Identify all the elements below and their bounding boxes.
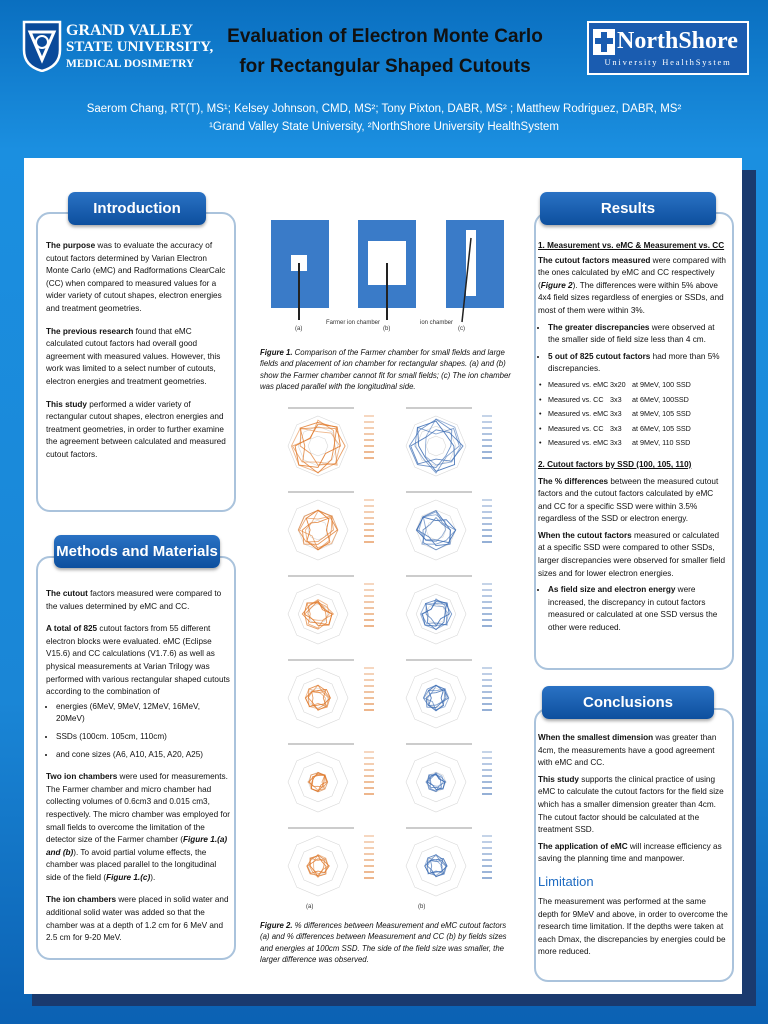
measurement-size: 3x3 [610,423,622,433]
radar-grid-ring [288,836,348,896]
radar-chart [270,738,388,822]
radar-grid-ring [416,846,456,886]
northshore-mark-icon [593,29,615,55]
radar-chart [388,738,506,822]
gvsu-shield-icon [22,20,62,72]
northshore-name: NorthShore [617,28,738,54]
radar-chart [270,402,388,486]
radar-chart [270,486,388,570]
measurement-label: Measured vs. eMC [548,409,609,419]
conclusion-study: This study supports the clinical practice of using eMC to calculate the cutout factors for the field size which has a smaller dimension greater than 4cm. The cutout factor should be calculated at the treatment SSD. [538,774,724,835]
northshore-logo [587,21,749,75]
intro-purpose: The purpose was to evaluate the accuracy of cutout factors determined by Varian Electron Monte Carlo (eMC) and Radformations ClearCalc (CC) when compared to measured values for a wider variety of cutout shapes, electron energies and treatment geometries. [46,241,226,313]
figure1-label-b: (b) [383,326,391,332]
affiliations: ¹Grand Valley State University, ²NorthShore University HealthSystem [209,121,559,133]
radar-grid-ring [288,752,348,812]
gvsu-name-line2: STATE UNIVERSITY, [66,39,214,55]
conclusions-text [538,732,728,876]
gvsu-logo [22,20,214,75]
conclusion-application: The application of eMC will increase efficiency as saving the planning time and manpower. [538,841,722,864]
measurement-energy: at 6MeV, 100SSD [632,394,689,404]
radar-grid-ring [308,604,328,624]
authors: Saerom Chang, RT(T), MS¹; Kelsey Johnson, CMD, MS²; Tony Pixton, DABR, MS² ; Matthew Rodriguez, DABR, MS² [86,103,682,115]
measurement-label: Measured vs. CC [548,423,604,433]
radar-chart [270,822,388,906]
measurement-energy: at 9MeV, 110 SSD [632,438,691,448]
radar-grid-ring [298,762,338,802]
figure1-farmer-label: Farmer ion chamber [326,320,381,326]
figure2-col-label-a: (a) [306,904,314,910]
radar-grid-ring [426,436,446,456]
results-text [538,240,728,635]
methods-total: A total of 825 cutout factors from 55 different electron blocks were evaluated. eMC (Eclipse V15.6) and CC calculations (V1.7.6) as well as physical measurements at Varian Trilogy was performed with various rectangular shaped cutouts according to the combination of [46,624,230,697]
measurement-size: 3x3 [610,409,622,419]
measurement-item [548,378,728,393]
methods-bullet-list [46,701,230,761]
introduction-text [46,240,228,472]
methods-ion-chambers: Two ion chambers were used for measurements. The Farmer chamber and micro chamber had collecting volumes of 0.6cm3 and 0.015 cm3, respectively. The micro chamber was employed for small fields to overcome the limitation of the detector size of the Farmer chamber (Figure 1.(a) and (b)). To avoid partial volume effects, the chamber was placed parallel to the longitudinal side of the field (Figure 1.(c)). [46,772,230,882]
methods-bullet: • SSDs (100cm. 105cm, 110cm) [56,731,230,744]
radar-chart [388,570,506,654]
measurement-label: Measured vs. eMC [548,438,609,448]
radar-series [423,518,451,550]
figure1-caption: Figure 1. Comparison of the Farmer chamber for small fields and large fields and placement of ion chamber for rectangular shapes. (a) and (b) show the Farmer chamber cannot fit for small fields; (c) The ion chamber was placed parallel with the longitudinal side. [260,348,511,392]
results-bullet-five: • 5 out of 825 cutout factors had more than 5% discrepancies. [548,351,728,376]
conclusion-smallest-dimension: When the smallest dimension was greater than 4cm, the measurements have a good agreement with eMC and CC. [538,733,717,768]
measurement-list [538,378,728,451]
radar-chart [388,654,506,738]
radar-grid-ring [406,836,466,896]
intro-previous-research: The previous research found that eMC calculated cutout factors had overall good agreement with measured values. However, this work was limited to a select number of cutouts, electron energies and treatment geometries. [46,326,221,386]
measurement-item [548,422,728,437]
gvsu-name-line3: MEDICAL DOSIMETRY [66,58,195,70]
figure2-caption: Figure 2. % differences between Measurement and eMC cutout factors (a) and % differences between Measurement and CC (b) by fields sizes and energies at 100cm SSD. The side of the field size was smaller, the larger difference was observed. [260,921,507,965]
results-cutout-ssd: When the cutout factors measured or calculated at a specific SSD were compared to other SSDs, larger discrepancies were observed for smaller field sizes and for lower electron energies. [538,530,726,578]
radar-series [293,420,338,465]
radar-grid-ring [406,668,466,728]
results-bullets2 [538,584,728,634]
radar-grid-ring [298,678,338,718]
radar-chart [388,486,506,570]
radar-grid-ring [288,500,348,560]
results-subheading1: 1. Measurement vs. eMC & Measurement vs. CC [538,241,725,250]
figure1-label-c: (c) [458,326,465,332]
methods-bullet: • energies (6MeV, 9MeV, 12MeV, 16MeV, 20MeV) [56,701,230,726]
radar-grid-ring [288,668,348,728]
radar-chart [388,822,506,906]
authors-block [40,100,728,136]
measurement-label: Measured vs. CC [548,394,604,404]
northshore-subtitle: University HealthSystem [604,57,732,67]
radar-chart [270,570,388,654]
methods-cutout: The cutout factors measured were compared to the values determined by eMC and CC. [46,589,222,611]
poster-title-line1: Evaluation of Electron Monte Carlo [227,26,543,47]
radar-grid-ring [416,426,456,466]
methods-heading: Methods and Materials [54,535,220,568]
radar-grid-ring [406,584,466,644]
radar-grid-ring [308,436,328,456]
limitation-text: The measurement was performed at the same depth for 9MeV and above, in order to overcome the research time limitation. If the depths were taken at each Dmax, the discrepancies by energies could be more reduced. [538,897,728,957]
radar-grid-ring [416,762,456,802]
figure1-label-a: (a) [295,326,303,332]
figure2-charts [270,402,510,910]
results-bullet-field-size: • As field size and electron energy were increased, the discrepancy in cutout factors measured or calculated at one SSD versus the other were reduced. [548,584,728,634]
radar-grid-ring [406,500,466,560]
methods-solid-water: The ion chambers were placed in solid water and additional solid water was added so that the chamber was at a depth of 1.2 cm for 6 MeV and 2.5 cm for 9-20 MeV. [46,895,229,943]
measurement-item [548,436,728,451]
measurement-size: 3x3 [610,438,622,448]
results-heading: Results [540,192,716,225]
results-percent-diff: The % differences between the measured cutout factors and the cutout factors calculated by eMC and CC for a specific SSD were within 3.5% regardless of the SSD or electron energy. [538,476,719,524]
radar-grid-ring [416,678,456,718]
results-subheading2: 2. Cutout factors by SSD (100, 105, 110) [538,459,692,469]
limitation-heading: Limitation [538,874,594,889]
figure1-diagrams [270,218,510,336]
results-bullets1 [538,322,728,376]
measurement-energy: at 9MeV, 105 SSD [632,409,691,419]
measurement-item [548,407,728,422]
methods-bullet: • and cone sizes (A6, A10, A15, A20, A25) [56,749,230,762]
results-cutout-measured: The cutout factors measured were compared with the ones calculated by eMC and CC respectively (Figure 2). The differences were within 5% above 4x4 field sizes regardless of energies or SSDs, and most of them were within 3%. [538,255,726,315]
radar-grid-ring [288,584,348,644]
poster-title [180,22,590,82]
conclusions-heading: Conclusions [542,686,714,719]
radar-chart [388,402,506,486]
measurement-size: 3x20 [610,379,626,389]
measurement-energy: at 6MeV, 105 SSD [632,423,691,433]
measurement-item [548,393,728,408]
figure2-col-label-b: (b) [418,904,426,910]
radar-grid-ring [298,846,338,886]
measurement-energy: at 9MeV, 100 SSD [632,379,691,389]
radar-series [426,419,461,465]
radar-grid-ring [406,752,466,812]
methods-text [46,588,230,955]
figure1-ion-label: ion chamber [420,320,454,326]
measurement-size: 3x3 [610,394,622,404]
results-bullet-discrepancies: • The greater discrepancies were observed at the smaller side of field size less than 4 cm. [548,322,728,347]
gvsu-name-line1: GRAND VALLEY [66,22,193,39]
poster-title-line2: for Rectangular Shaped Cutouts [239,56,531,77]
radar-chart [270,654,388,738]
introduction-heading: Introduction [68,192,206,225]
measurement-label: Measured vs. eMC [548,379,609,389]
intro-this-study: This study performed a wider variety of rectangular cutout shapes, electron energies and treatment geometries, in order to further examine the agreement between calculated and measured cutout factors. [46,399,226,459]
